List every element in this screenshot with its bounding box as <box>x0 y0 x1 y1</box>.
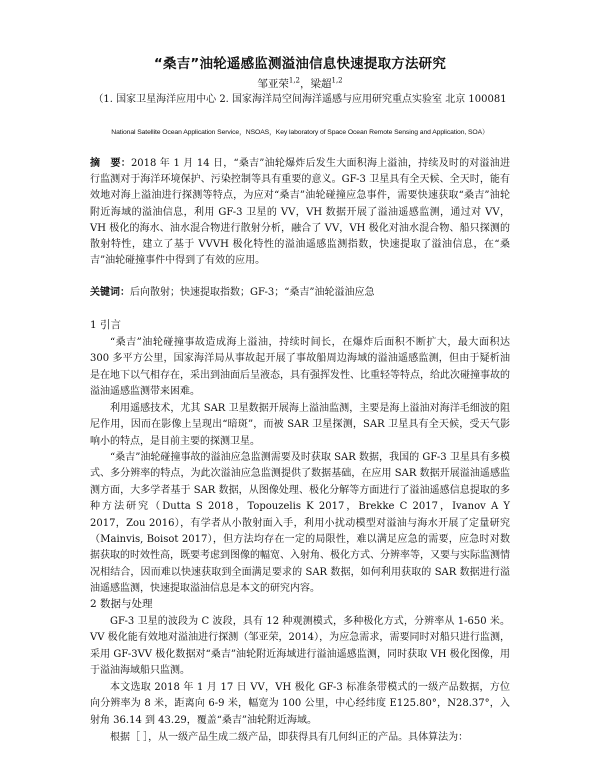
keywords-label: 关键词： <box>90 287 130 298</box>
abstract-text: 2018 年 1 月 14 日，“桑吉”油轮爆炸后发生大面积海上溢油，持续及时的对溢油进行监测对于海洋环境保护、污染控制等具有重要的意义。GF-3 卫星具有全天候、全天时，能有效地对海上溢油进行探测等特点，为应对“桑吉”油轮碰撞应急事件，需要快速获取“桑吉”油轮附近海域的溢油信息，利用 GF-3 卫星的 VV，VH 数据开展了溢油遥感监测，通过对 VV，VH 极化的海水、油水混合物进行散射分析，融合了 VV，VH 极化对油水混合物、船只探测的散射特性，建立了基于 VVVH 极化特性的溢油遥感监测指数，快速提取了溢油信息，在“桑吉”油轮碰撞事件中得到了有效的应用。 <box>90 158 511 267</box>
section-heading: 2 数据与处理 <box>90 598 153 610</box>
author-separator: ， <box>300 78 311 90</box>
paragraph: 利用遥感技术，尤其 SAR 卫星数据开展海上溢油监测，主要是海上溢油对海洋毛细波的阻尼作用，因而在影像上呈现出“暗斑”，而被 SAR 卫星探测，SAR 卫星具有全天候，受天气影响小的特点，是目前主要的探测卫星。 <box>90 403 510 447</box>
abstract <box>90 156 510 269</box>
author-line <box>0 76 600 91</box>
paragraph: 根据［ ］，从一级产品生成二级产品，即获得具有几何纠正的产品。具体算法为： <box>110 732 469 743</box>
paper-title: “桑吉”油轮遥感监测溢油信息快速提取方法研究 <box>153 56 447 72</box>
keywords <box>90 285 510 301</box>
author-affiliation-mark: 1,2 <box>288 76 300 85</box>
affiliation-chinese: （1. 国家卫星海洋应用中心 2. 国家海洋局空间海洋遥感与应用研究重点实验室 北京 100081 <box>93 94 507 105</box>
abstract-label: 摘 要： <box>90 158 131 169</box>
paragraph: “桑吉”油轮碰撞事故造成海上溢油，持续时间长，在爆炸后面积不断扩大，最大面积达 300 多平方公里，国家海洋局从事故起开展了事故船周边海域的溢油遥感监测，但由于疑析油是在地下以气相存在，采出到油面后呈液态，具有强挥发性、比重轻等特点，给此次碰撞事故的溢油遥感监测带来困难。 <box>90 337 510 398</box>
paragraph: GF-3 卫星的波段为 C 波段，具有 12 种观测模式，多种极化方式，分辨率从 1-650 米。VV 极化能有效地对溢油进行探测（邹亚荣，2014），为应急需求，需要同时对船只进行监测，采用 GF-3VV 极化数据对“桑吉”油轮附近海域进行溢油遥感监测，同时获取 VH 极化图像，用于溢油海域船只监测。 <box>90 616 510 677</box>
paragraph: “桑吉”油轮碰撞事故的溢油应急监测需要及时获取 SAR 数据，我国的 GF-3 卫星具有多模式、多分辨率的特点，为此次溢油应急监测提供了数据基础，在应用 SAR 数据开展溢油遥感监测方面，大多学者基于 SAR 数据，从图像处理、极化分解等方面进行了溢油遥感信息提取的多种方法研究（Dutta S 2018，Topouzelis K 2017，Brekke C 2017，Ivanov A Y 2017，Zou 2016），有学者从小散射面入手，利用小扰动模型对溢油与海水开展了定量研究（Mainvis, Boisot 2017），但方法均存在一定的局限性，难以满足应急的需要，应急时对数据获取的时效性高，既要考虑到图像的幅宽、入射角、极化方式、分辨率等，又要与实际监测情况相结合，因而难以快速获取到全面满足要求的 SAR 数据，如何利用获取的 SAR 数据进行溢油遥感监测，快速提取溢油信息是本文的研究内容。 <box>90 452 520 595</box>
keywords-text: 后向散射；快速提取指数；GF-3；“桑吉”油轮溢油应急 <box>130 287 375 298</box>
author-affiliation-mark: 1,2 <box>331 76 343 85</box>
author-name: 邹亚荣 <box>257 78 289 90</box>
affiliation-english: National Satellite Ocean Application Service，NSOAS，Key laboratory of Space Ocean Remote Sensing and Application, SOA） <box>111 129 489 136</box>
section-heading: 1 引言 <box>90 319 122 331</box>
paragraph: 本文选取 2018 年 1 月 17 日 VV，VH 极化 GF-3 标准条带模式的一级产品数据，方位向分辨率为 8 米，距离向 6-9 米，幅宽为 100 公里，中心经纬度 E125.80°，N28.37°，入射角 36.14 到 43.29，覆盖“桑吉”油轮附近海域。 <box>90 682 510 726</box>
author-name: 梁超 <box>310 78 332 90</box>
